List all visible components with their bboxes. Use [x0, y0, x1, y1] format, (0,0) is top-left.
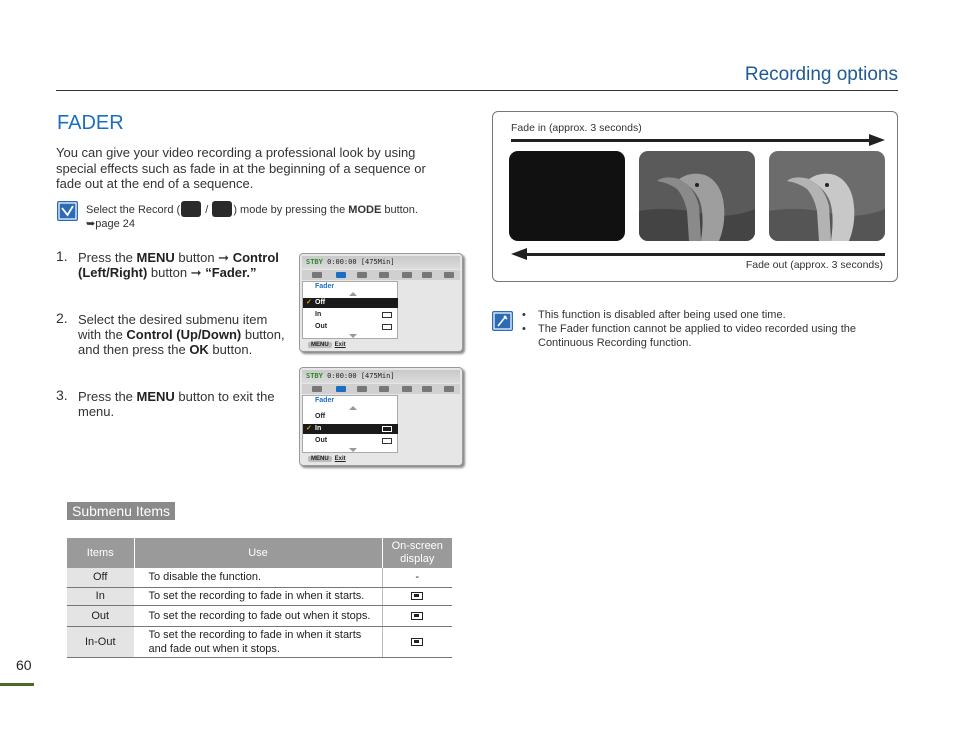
step-text [78, 312, 290, 357]
header-title: Recording options [744, 64, 898, 85]
fade-in-label: Fade in (approx. 3 seconds) [511, 122, 642, 134]
row-display [382, 605, 452, 626]
caution-item: • The Fader function cannot be applied to video recorded using the Continuous Recording function. [522, 322, 882, 350]
lcd-time: 0:00:00 [327, 258, 357, 266]
row-display [382, 587, 452, 605]
note-suffix: button. [381, 204, 418, 216]
lcd-tab-icon [422, 386, 432, 392]
row-use: To set the recording to fade in when it starts. [134, 587, 382, 605]
fade-in-arrow [511, 139, 871, 142]
step-bold: OK [189, 342, 209, 357]
table-row [67, 605, 452, 626]
lcd-tab-icon [402, 386, 412, 392]
submenu-table [67, 538, 452, 658]
fade-out-icon [382, 438, 392, 444]
section-title: FADER [57, 112, 124, 134]
lcd-check-icon: ✓ [306, 425, 312, 432]
lcd-tab-icon [444, 272, 454, 278]
lcd-menu-row-out [303, 436, 398, 446]
fade-in-icon [382, 426, 392, 432]
lcd-menu-button: MENU [308, 456, 332, 462]
black-frame [509, 151, 625, 241]
fade-out-icon [382, 324, 392, 330]
dolphin-photo [769, 151, 885, 241]
lcd-menu-button: MENU [308, 342, 332, 348]
lcd-status: STBY [306, 372, 323, 380]
step-text [78, 250, 290, 280]
lcd-status: STBY [306, 258, 323, 266]
lcd-tab-icon [357, 386, 367, 392]
lcd-fader-menu [302, 395, 398, 453]
row-item: Off [67, 568, 134, 587]
lcd-tab-icon [422, 272, 432, 278]
lcd-item-label: In [315, 425, 322, 432]
lcd-remaining: [475Min] [360, 372, 395, 380]
lcd-time: 0:00:00 [327, 372, 357, 380]
page-number: 60 [16, 657, 32, 673]
lcd-down-arrow-icon [349, 334, 357, 338]
step-text-part: button, and then press the [78, 327, 285, 357]
lcd-menu-row-off [303, 412, 398, 422]
note-text [86, 201, 446, 231]
lcd-menu-row-in [303, 424, 398, 434]
row-use: To set the recording to fade out when it stops. [134, 605, 382, 626]
lcd-exit: Exit [334, 342, 346, 348]
row-display [382, 626, 452, 657]
lcd-menu-tabs [302, 384, 460, 394]
header-use: Use [134, 538, 382, 568]
lcd-item-label: Off [315, 413, 326, 420]
row-use: To disable the function. [134, 568, 382, 587]
lcd-menu-title: Fader [315, 397, 335, 404]
lcd-fader-menu [302, 281, 398, 339]
lcd-menu-row-in [303, 310, 398, 320]
row-item: In [67, 587, 134, 605]
page-number-rule [0, 683, 34, 686]
page-ref-arrow-icon: ➥ [86, 218, 96, 230]
note-sep: / [202, 204, 212, 216]
step-text-part: Press the [78, 250, 137, 265]
step-bold: “Fader.” [205, 265, 257, 280]
lcd-menu-title: Fader [315, 283, 335, 290]
lcd-tab-icon [312, 272, 322, 278]
caution-list [522, 308, 882, 350]
step-text-part: button to exit the menu. [78, 389, 275, 419]
intro-paragraph: You can give your video recording a professional look by using special effects such as fade in at the beginning of a sequence or fade out at the end of a sequence. [56, 145, 426, 191]
dolphin-photo-dim [639, 151, 755, 241]
row-use: To set the recording to fade in when it starts and fade out when it stops. [134, 626, 382, 657]
lcd-status-bar [302, 256, 460, 269]
step-text-part: button ➞ [174, 250, 233, 265]
lcd-tab-icon [379, 386, 389, 392]
lcd-remaining: [475Min] [360, 258, 395, 266]
step-text-part: Press the [78, 389, 137, 404]
fade-out-arrow [525, 253, 885, 256]
fade-in-out-icon [411, 638, 423, 646]
lcd-footer [308, 456, 346, 462]
submenu-heading: Submenu Items [67, 502, 175, 520]
lcd-exit: Exit [334, 456, 346, 462]
table-header-row [67, 538, 452, 568]
step-number: 1. [56, 248, 68, 264]
lcd-item-label: Out [315, 323, 328, 330]
lcd-up-arrow-icon [349, 292, 357, 296]
step-number: 2. [56, 310, 68, 326]
step-bold: MENU [136, 389, 175, 404]
step-bold: Control (Up/Down) [126, 327, 242, 342]
fade-in-icon [382, 312, 392, 318]
fade-out-icon [411, 612, 423, 620]
note-mode-bold: MODE [348, 204, 382, 216]
lcd-menu-row-out [303, 322, 398, 332]
row-display: - [382, 568, 452, 587]
header-items: Items [67, 538, 134, 568]
lcd-menu-row-off [303, 298, 398, 308]
lcd-tab-icon [444, 386, 454, 392]
note-page-ref: page 24 [95, 218, 135, 230]
lcd-item-label: Out [315, 437, 328, 444]
video-camera-icon [181, 201, 201, 217]
lcd-tab-icon [336, 272, 346, 278]
fade-diagram [492, 111, 898, 282]
lcd-status-bar [302, 370, 460, 383]
fade-out-label: Fade out (approx. 3 seconds) [745, 259, 883, 271]
table-row [67, 626, 452, 657]
lcd-tab-icon [312, 386, 322, 392]
table-row [67, 587, 452, 605]
lcd-footer [308, 342, 346, 348]
lcd-screen-off [299, 253, 463, 352]
lcd-menu-tabs [302, 270, 460, 280]
row-item: In-Out [67, 626, 134, 657]
arrow-right-icon [869, 134, 885, 146]
lcd-check-icon: ✓ [306, 299, 312, 306]
caution-item: • This function is disabled after being used one time. [522, 308, 882, 322]
header-display: On-screen display [382, 538, 452, 568]
fade-in-icon [411, 592, 423, 600]
step-text [78, 389, 290, 419]
header-divider [56, 90, 898, 91]
row-item: Out [67, 605, 134, 626]
lcd-tab-icon [357, 272, 367, 278]
table-row [67, 568, 452, 587]
lcd-down-arrow-icon [349, 448, 357, 452]
lcd-tab-icon [402, 272, 412, 278]
lcd-item-label: Off [315, 299, 326, 306]
photo-camera-icon [212, 201, 232, 217]
lcd-tab-icon [336, 386, 346, 392]
caution-note-icon [492, 311, 513, 331]
step-bold: Control (Left/Right) [78, 250, 279, 280]
step-bold: MENU [136, 250, 175, 265]
note-middle: ) mode by pressing the [233, 204, 349, 216]
step-number: 3. [56, 387, 68, 403]
step-text-part: button ➞ [147, 265, 206, 280]
note-prefix: Select the Record ( [86, 204, 181, 216]
lcd-tab-icon [379, 272, 389, 278]
lcd-item-label: In [315, 311, 322, 318]
lcd-screen-in [299, 367, 463, 466]
step-text-part: Select the desired submenu item with the [78, 312, 268, 342]
lcd-up-arrow-icon [349, 406, 357, 410]
step-text-part: button. [208, 342, 253, 357]
note-check-icon [57, 201, 78, 221]
